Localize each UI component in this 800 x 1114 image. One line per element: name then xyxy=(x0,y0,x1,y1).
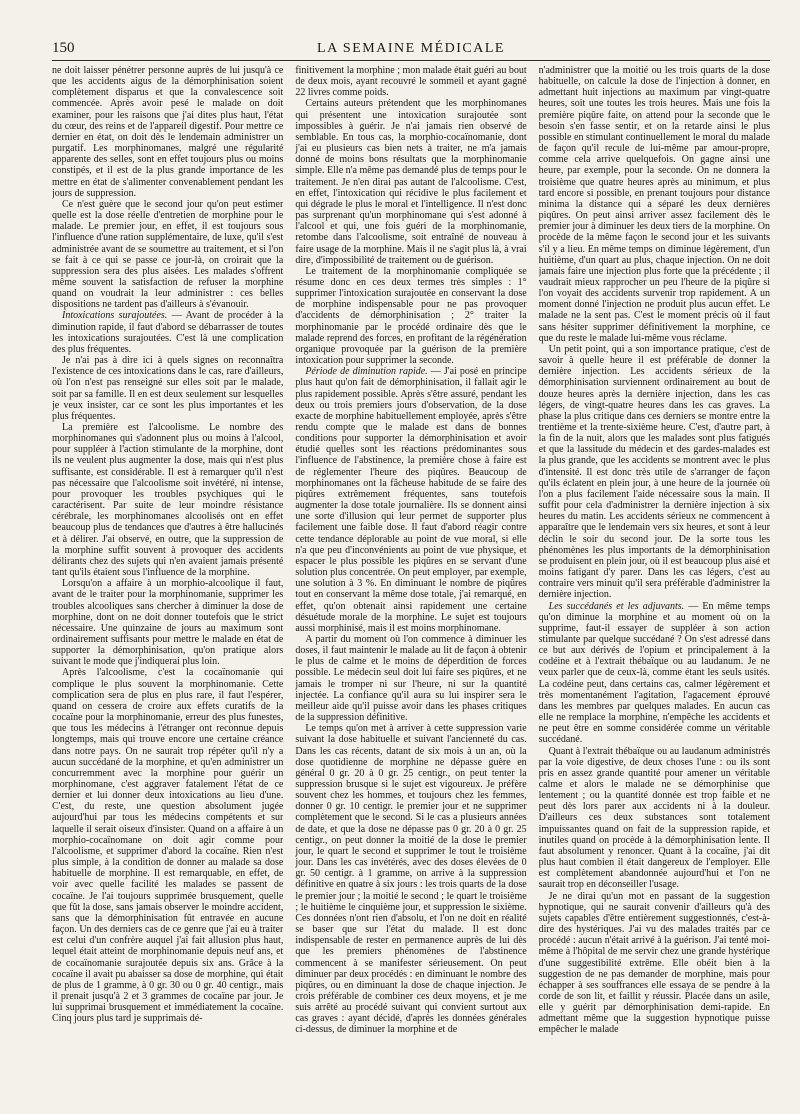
section-heading: Intoxications surajoutées. xyxy=(62,310,168,322)
paragraph-text: Certains auteurs prétendent que les morphinomanes qui présentent une intoxication surajoutée sont impossibles à guérir. Je n'ai jamais rien observé de semblable. En tous cas, la morphio-cocaïnomanie, dont j'ai eu plusieurs cas bien nets à traiter, ne m'a jamais donné de moins bons résultats que la morphinomanie simple. Elle n'a même pas demandé plus de temps pour le traitement. Je n'en dirai pas autant de l'alcoolisme. C'est, en effet, l'intoxication qui récidive le plus facilement et qui dégrade le plus le moral et l'intelligence. Il n'est donc pas surprenant qu'un morphinomane qui s'est adonné à l'alcool et qui, une fois guéri de la morphinomanie, retombe dans l'alcoolisme, soit entraîné de nouveau à faire usage de la morphine. Mais il ne s'agit plus là, à vrai dire, d'impossibilité de traitement ou de guérison. xyxy=(295,98,527,266)
paragraph-text: Je ne dirai qu'un mot en passant de la suggestion hypnotique, qui ne saurait convenir d'ailleurs qu'à des sujets capables d'être entièrement suggestionnés, c'est-à-dire des hystériques. J'ai vu des malades traités par ce procédé : aucun n'était arrivé à la guérison. J'ai tenté moi-même à l'hôpital de me servir chez une grande hystérique d'une suggestibilité extrême. Elle obéit bien à la suggestion de ne pas demander de morphine, mais pour échapper à ses souffrances elle essaya de se pendre à la corde de son lit, et faillit y réussir. Placée dans un asile, elle y guérit par démorphinisation demi-rapide. En admettant même que la suggestion hypnotique puisse empêcher le malade xyxy=(538,890,770,1036)
body-paragraph xyxy=(52,578,283,667)
paragraph-text: Je n'ai pas à dire ici à quels signes on reconnaîtra l'existence de ces intoxications dans le cas, rare d'ailleurs, où l'on n'est pas renseigné sur elles soit par le malade, soit par sa famille. Il en est deux seulement sur lesquelles je veux insister, car ce sont les plus importantes et les plus fréquentes. xyxy=(52,355,284,422)
page-header xyxy=(52,38,770,61)
paragraph-text: — Avant de procéder à la diminution rapide, il faut d'abord se débarrasser de toutes les intoxications surajoutées. C'est là une complication des plus fréquentes. xyxy=(52,310,284,355)
body-paragraph xyxy=(52,355,283,422)
paragraph-text: Un petit point, qui a son importance pratique, c'est de savoir à quelle heure il est préférable de donner la dernière injection. Les accidents sérieux de la démorphinisation surviennent ordinairement au bout de douze heures après la dernière injection, dans les cas légers, de vingt-quatre heures dans les cas graves. La phase la plus critique dans ces derniers se montre entre la trentième et la trente-sixième heure. C'est, d'autre part, à la fin de la nuit, alors que les malades sont plus fatigués et que la lassitude du médecin et des gardes-malades est la plus grande, que les accidents se montrent avec le plus d'intensité. Il est donc très utile de s'arranger de façon qu'ils éclatent en plein jour, à une heure de la journée où l'on a plus facilement l'aide nécessaire sous la main. Il suffit pour cela d'administrer la dernière injection à six heures du matin. Les accidents sérieux ne commencent à apparaître que le lendemain vers six heures, et sont à leur déclin le soir du second jour. De la sorte tous les phénomènes les plus importants de la démorphinisation se produisent en plein jour, où il est beaucoup plus aisé et moins fatigant d'y parer. Dans les cas légers, c'est au contraire vers minuit qu'il sera préférable d'administrer la dernière injection. xyxy=(538,343,770,601)
column-1 xyxy=(52,65,283,1107)
body-paragraph xyxy=(295,723,526,1035)
journal-title: LA SEMAINE MÉDICALE xyxy=(317,41,505,56)
section-heading: Période de diminution rapide. xyxy=(305,366,428,378)
paragraph-text: ne doit laisser pénétrer personne auprès de lui jusqu'à ce que les accidents aigus de la démorphinisation soient complètement disparus et que la convalescence soit commencée. Après avoir pesé le malade on doit examiner, pour les raisons que j'ai dites plus haut, l'état du cœur, des reins et de l'appareil digestif. Pour mettre ce dernier en état, on doit dès le lendemain administrer un purgatif. Les morphinomanes, malgré une régularité apparente des selles, sont en effet toujours plus ou moins constipés, et il est de la plus grande importance de les mettre en état de s'alimenter convenablement pendant les jours de suppression. xyxy=(52,65,284,199)
column-2 xyxy=(295,65,526,1107)
paragraph-text: A partir du moment où l'on commence à diminuer les doses, il faut maintenir le malade au lit de façon à obtenir le plus de calme et le moins de déperdition de forces possible. Le médecin seul doit lui faire ses piqûres, et ne jamais le tromper ni sur l'heure, ni sur la quantité injectée. La confiance qu'il aura su lui inspirer sera le meilleur aide qu'il puisse avoir dans les phases critiques de la suppression définitive. xyxy=(295,633,527,724)
text-columns xyxy=(52,65,770,1107)
page-number: 150 xyxy=(52,40,75,56)
paragraph-text: Lorsqu'on a affaire à un morphio-alcoolique il faut, avant de le traiter pour la morphinomanie, supprimer les troubles alcooliques sans chercher à diminuer la dose de morphine, dont on ne doit donner toutefois que le strict nécessaire. Une quinzaine de jours au maximum sont ordinairement suffisants pour mettre le malade en état de supporter la démorphinisation, qu'on pratique alors suivant le mode que j'indiquerai plus loin. xyxy=(52,578,284,668)
paragraph-text: finitivement la morphine ; mon malade était guéri au bout de deux mois, ayant recouvré le sommeil et ayant gagné 22 livres comme poids. xyxy=(295,65,527,99)
paragraph-text: — En même temps qu'on diminue la morphine et au moment où on la supprime, faut-il essayer de suppléer à son action stimulante par quelque succédané ? On s'est adressé dans ce but aux dérivés de l'opium et principalement à la codéine et à l'extrait thébaïque ou au laudanum. Je ne veux parler que de ceux-là, comme étant les seuls usités. La codéine peut, dans certains cas, calmer légèrement et très momentanément l'agitation, l'agacement éprouvé dans les membres par quelques malades. En aucun cas elle ne remplace la morphine, n'empêche les accidents et ne peut être en somme considérée comme un véritable succédané. xyxy=(538,600,770,746)
paragraph-text: Le traitement de la morphinomanie compliquée se résume donc en ces deux termes très simples : 1° supprimer l'intoxication surajoutée en conservant la dose de morphine indispensable pour ne pas provoquer d'accidents de démorphinisation ; 2° traiter la morphinomanie par le procédé ordinaire dès que le malade reprend des forces, en profitant de la régénération organique provoquée par la guérison de la première intoxication pour supprimer la seconde. xyxy=(295,265,527,367)
paragraph-text: n'administrer que la moitié ou les trois quarts de la dose habituelle, on calcule la dose de l'injection à donner, en admettant huit injections au maximum par vingt-quatre heures, soit une toutes les trois heures. Mais une fois la première piqûre faite, on attend pour la seconde que le besoin s'en fasse sentir, et on la retarde ainsi le plus possible en stimulant continuellement le moral du malade de façon qu'il recule de lui-même par amour-propre, comme cela arrive quelquefois. On gagne ainsi une heure, par exemple, pour la seconde. On ne donnera la troisième que quatre heures après au minimum, et plus tard encore si possible, en prenant toujours pour distance minima la distance qui a séparé les deux dernières piqûres. On peut ainsi arriver assez facilement dès le premier jour à diminuer les deux tiers de la morphine. On procède de la même façon le second jour et les suivants s'il y a lieu. En même temps on diminue légèrement, d'un huitième, d'un quart au plus, chaque injection. On ne doit jamais faire une injection plus forte que la précédente ; il vaudrait mieux rapprocher un peu l'heure de la piqûre si l'on voyait des accidents survenir trop rapidement. A un moment donné l'injection ne produit plus aucun effet. Le malade ne la sent pas. C'est le moment précis où il faut sans hésiter supprimer définitivement la morphine, ce que du reste le malade lui-même vous réclame. xyxy=(538,65,770,344)
body-paragraph xyxy=(52,422,283,578)
section-paragraph xyxy=(295,366,526,634)
body-paragraph xyxy=(52,199,283,311)
body-paragraph xyxy=(539,891,770,1036)
body-paragraph xyxy=(539,746,770,891)
body-paragraph xyxy=(295,65,526,98)
paragraph-text: Après l'alcoolisme, c'est la cocaïnomanie qui complique le plus souvent la morphinomanie. Cette complication sera de plus en plus rare, il faut l'espérer, quand on cessera de croire aux effets curatifs de la cocaïne pour la morphinomanie, erreur des plus funestes, que tous les médecins à l'étranger ont reconnue depuis longtemps, mais qui trouve encore une certaine créance dans notre pays. On ne saurait trop répéter qu'il n'y a aucun succédané de la morphine, et qu'en administrer un concurremment avec la morphine pour guérir un morphinomane, c'est aggraver fatalement l'état de ce dernier et lui donner deux intoxications au lieu d'une. C'est, du reste, une question absolument jugée aujourd'hui par tous les médecins compétents et sur laquelle il serait oiseux d'insister. Quand on a affaire à un morphio-cocaïnomane on doit agir comme pour l'alcoolisme, et supprimer d'abord la cocaïne. Rien n'est plus simple, à la condition de donner au malade sa dose habituelle de morphine. Il est remarquable, en effet, de voir avec quelle facilité les malades se passent de cocaïne. Je l'ai toujours supprimée brusquement, quelle que fût la dose, sans jamais observer le moindre accident, sans que la démorphinisation fût entravée en aucune façon. Un des derniers cas de ce genre que j'ai eu à traiter est celui d'un confrère auquel j'ai fait allusion plus haut, lequel était atteint de morphinomanie depuis neuf ans, et de cocaïnomanie surajoutée depuis six ans. Grâce à la cocaïne il avait pu abaisser sa dose de morphine, qui était de plus de 1 gramme, à 0 gr. 30 ou 0 gr. 40 centigr., mais il prenait jusqu'à 2 et 3 grammes de cocaïne par jour. Je lui supprimai brusquement et immédiatement la cocaïne. Cinq jours plus tard je supprimais dé- xyxy=(52,667,284,1025)
section-paragraph xyxy=(52,310,283,355)
body-paragraph xyxy=(52,65,283,199)
paragraph-text: — J'ai posé en principe plus haut qu'on fait de démorphinisation, il fallait agir le plus rapidement possible. Après s'être assuré, pendant les deux ou trois premiers jours d'observation, de la dose exacte de morphine habituellement employée, après s'être rendu compte que le malade est dans de bonnes conditions pour supporter la démorphinisation et avoir étudié quelles sont les réactions prédominantes sous l'influence de l'abstinence, la première chose à faire est de réglementer l'heure des piqûres. Beaucoup de morphinomanes ont la fâcheuse habitude de se faire des piqûres extrêmement fréquentes, sans toutefois augmenter la dose totale journalière. Ils se donnent ainsi une sorte d'illusion qui leur permet de supporter plus facilement une faible dose. Il faut d'abord réagir contre cette tendance déplorable au point de vue moral, si elle n'a que peu d'inconvénients au point de vue physique, et espacer le plus possible les piqûres en se servant d'une solution plus concentrée. On peut employer, par exemple, une solution à 3 %. En diminuant le nombre de piqûres tout en conservant la même dose totale, j'ai remarqué, en effet, qu'on obtenait ainsi rapidement une certaine désuétude morale de la morphine. Le sujet est toujours aussi morphinisé, mais il est moins morphinomane. xyxy=(295,366,527,634)
body-paragraph xyxy=(295,266,526,366)
paragraph-text: Ce n'est guère que le second jour qu'on peut estimer quelle est la dose réelle d'entretien de morphine pour le malade. Le premier jour, en effet, il est toujours sous l'influence d'une ration supplémentaire, de luxe, qu'il s'est administrée avant de se soumettre au traitement, et si l'on se fait à ce qui se passe ce jour-là, on croirait que la suppression sera des plus aisées. Les malades s'offrent même souvent la satisfaction de refuser la morphine quand on voudrait la leur administrer : ces belles dispositions ne tardent pas d'ailleurs à s'évanouir. xyxy=(52,198,284,311)
paragraph-text: Le temps qu'on met à arriver à cette suppression varie suivant la dose habituelle et suivant l'ancienneté du cas. Dans les cas récents, datant de six mois à un an, où la dose quotidienne de morphine ne dépasse guère en général 0 gr. 20 à 0 gr. 25 centigr., on peut tenter la suppression brusque si le sujet est vigoureux. Je préfère souvent chez les hommes, et toujours chez les femmes, donner 0 gr. 10 centigr. le premier jour et ne supprimer complètement que le second. Si le cas a plusieurs années de date, et que la dose ne dépasse pas 0 gr. 20 à 0 gr. 25 centigr., on peut donner la moitié de la dose le premier jour, le quart le second et supprimer le tout le troisième jour. Dans les cas invétérés, avec des doses élevées de 0 gr. 50 centigr. à 1 gramme, on arrive à la suppression définitive en quatre à six jours : les trois quarts de la dose le premier jour ; la moitié le second ; le quart le troisième ; le huitième le cinquième jour, et suppression le sixième. Ces données n'ont rien d'absolu, et l'on ne doit en réalité se baser que sur l'état du malade. Il est donc indispensable de rester en permanence auprès de lui dès que les premiers phénomènes de l'abstinence commencent à se manifester sérieusement. On peut diminuer par deux procédés : en diminuant le nombre des piqûres, ou en diminuant la dose de chaque injection. Je crois préférable de combiner ces deux moyens, et je me suis arrêté au procédé suivant qui convient surtout aux cas graves : ayant décidé, d'après les données générales ci-dessus, de diminuer la morphine et de xyxy=(295,723,527,1036)
paragraph-text: La première est l'alcoolisme. Le nombre des morphinomanes qui s'adonnent plus ou moins à l'alcool, pour suppléer à l'action stimulante de la morphine, dont ils ne veulent plus augmenter la dose, mais qui n'est plus suffisante, est considérable. Il est à remarquer qu'il n'est pas nécessaire que l'alcoolisme soit invétéré, ni intense, pour provoquer les troubles psychiques qui le caractérisent. Par suite de leur moindre résistance cérébrale, les morphinomanes alcoolisés ont en effet beaucoup plus de tendances que d'autres à être hallucinés et à délirer. J'ai observé, en outre, que la suppression de la morphine suffit souvent à provoquer des accidents délirants chez des sujets qui n'en avaient jamais présenté tant qu'ils étaient sous l'influence de la morphine. xyxy=(52,422,284,579)
body-paragraph xyxy=(295,98,526,265)
section-heading: Les succédanés et les adjuvants. xyxy=(548,600,685,612)
section-paragraph xyxy=(539,601,770,746)
column-3 xyxy=(539,65,770,1107)
body-paragraph xyxy=(539,65,770,344)
body-paragraph xyxy=(52,667,283,1024)
paragraph-text: Quant à l'extrait thébaïque ou au laudanum administrés par la voie digestive, de deux choses l'une : ou ils sont pris en assez grande quantité pour amener un véritable calme et alors le malade ne se démorphinise que lentement ; ou la quantité donnée est trop faible et ne peut dès lors parer aux accidents ni à la douleur. D'ailleurs ces deux substances sont totalement impuissantes quand on fait de la suppression rapide, et inutiles quand on procède à la démorphinisation lente. Il faut absolument y renoncer. Quant à la cocaïne, j'ai dit plus haut combien il était dangereux de l'employer. Elle est complètement abandonnée aujourd'hui et l'on ne saurait trop en déconseiller l'usage. xyxy=(538,745,770,891)
body-paragraph xyxy=(539,344,770,601)
body-paragraph xyxy=(295,634,526,723)
